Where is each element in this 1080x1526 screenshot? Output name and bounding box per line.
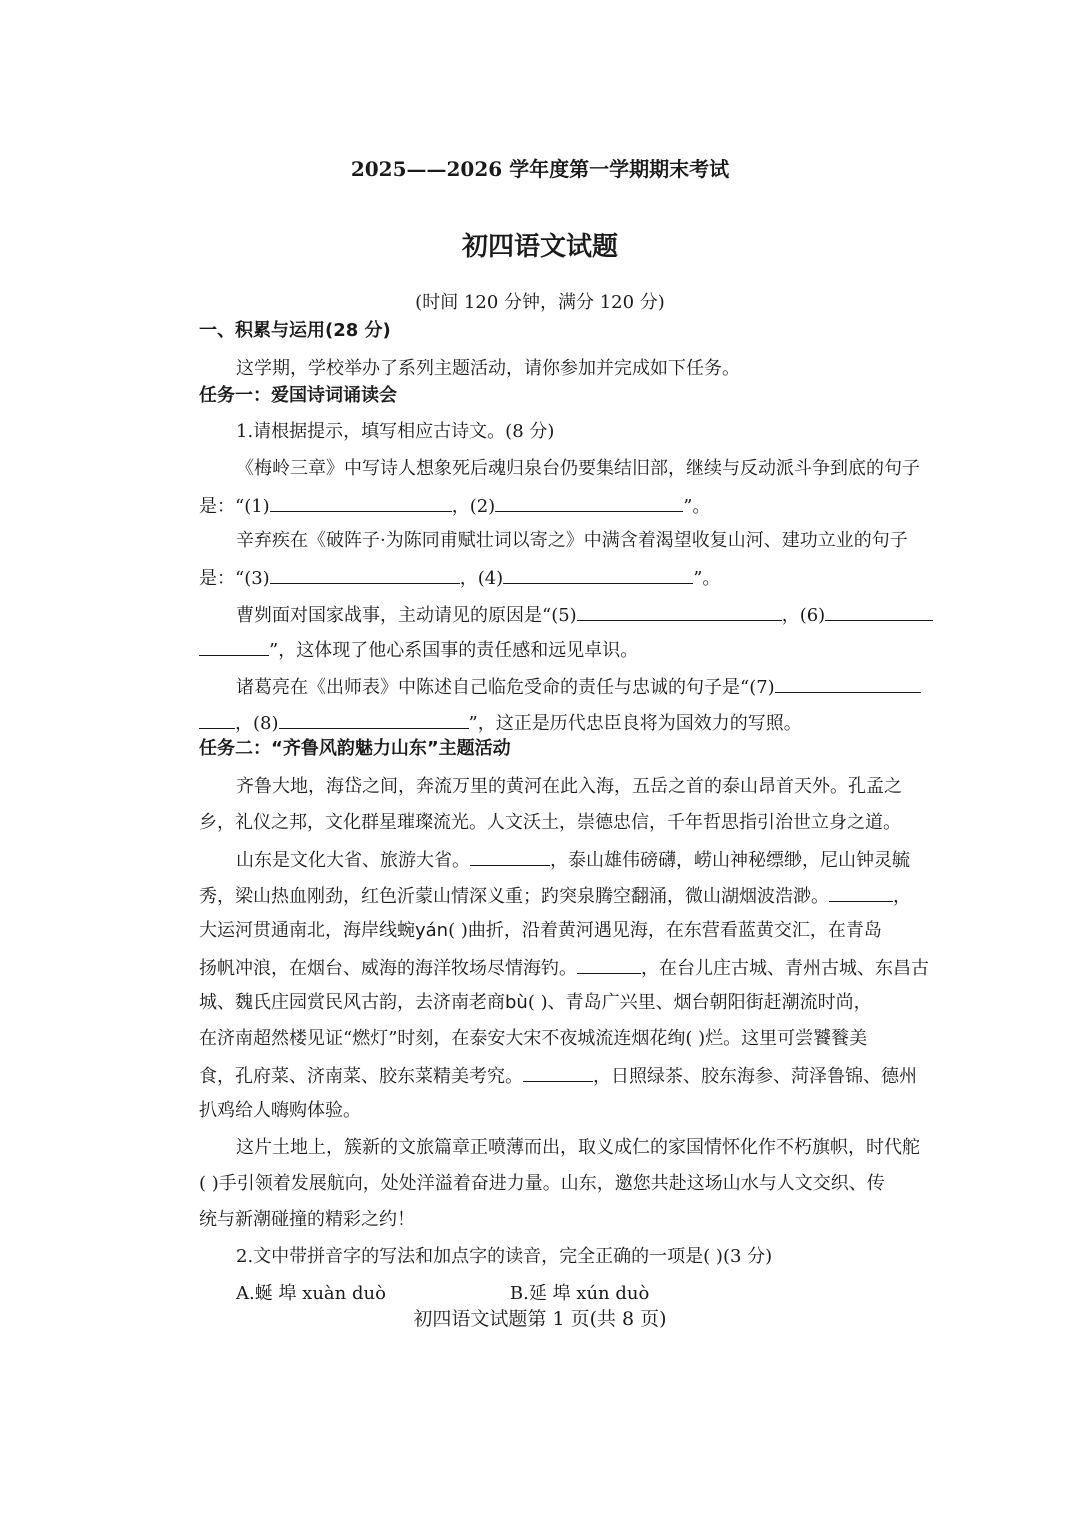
answer-blank-8[interactable] [279,711,469,729]
blank-suffix: ”，这正是历代忠臣良将为国效力的写照。 [468,713,802,734]
blank-separator: ，(2) [451,496,496,517]
passage-blank-4[interactable] [523,1064,593,1082]
task1-text: 辛弃疾在《破阵子·为陈同甫赋壮词以寄之》中满含着渴望收复山河、建功立业的句子 [236,530,908,551]
answer-blank-2[interactable] [495,494,683,512]
passage-text: ( )曲折，沿着黄河遇见海，在东营看蓝黄交汇，在青岛 [448,920,882,941]
passage-line [199,992,872,1014]
section-intro: 这学期，学校举办了系列主题活动，请你参加并完成如下任务。 [236,358,740,379]
passage-line [199,956,929,980]
exam-timing: (时间 120 分钟，满分 120 分) [415,292,665,313]
options-row [236,1283,649,1305]
passage-text: 山东是文化大省、旅游大省。 [236,850,470,871]
blank-prefix: 是：“(3) [199,568,270,589]
passage-text: 食，孔府菜、济南菜、胶东菜精美考究。 [199,1066,523,1087]
blank-prefix: 是：“(1) [199,496,270,517]
passage-line: 在济南超然楼见证“燃灯”时刻，在泰安大宋不夜城流连烟花绚( )烂。这里可尝饕餮美 [199,1028,868,1049]
passage-line: 乡，礼仪之邦，文化群星璀璨流光。人文沃土，崇德忠信，千年哲思指引治世立身之道。 [199,812,901,833]
task1-blank-line [199,638,638,662]
task1-blank-line [199,494,710,518]
task1-blank-line [236,603,933,627]
blank-separator: ，(8) [235,713,279,734]
blank-suffix: ”，这体现了他心系国事的责任感和远见卓识。 [269,640,639,661]
passage-blank-2[interactable] [829,884,893,902]
option-a[interactable]: A.蜒 埠 xuàn duò [236,1283,386,1304]
passage-line: 扒鸡给人嗨购体验。 [199,1100,361,1121]
passage-line: 齐鲁大地，海岱之间，奔流万里的黄河在此入海，五岳之首的泰山昂首天外。孔孟之 [236,776,902,797]
passage-text: ( )、青岛广兴里、烟台朝阳街赶潮流时尚， [527,992,872,1013]
passage-text: ，日照绿茶、胶东海参、菏泽鲁锦、德州 [593,1066,917,1087]
task1-heading: 任务一：爱国诗词诵读会 [199,385,397,406]
passage-line: 这片土地上，簇新的文旅篇章正喷薄而出，取义成仁的家国情怀化作不朽旗帜，时代舵 [236,1137,920,1158]
blank-separator: ，(6) [781,605,826,626]
passage-text: 扬帆冲浪，在烟台、威海的海洋牧场尽情海钓。 [199,958,577,979]
answer-blank-6-cont[interactable] [199,638,269,656]
pinyin-label: bù [505,992,528,1013]
blank-prefix: 曹刿面对国家战事，主动请见的原因是“(5) [236,605,577,626]
paper-title: 初四语文试题 [461,232,618,262]
passage-line [236,848,910,872]
section-heading-accumulation: 一、积累与运用(28 分) [199,320,391,341]
task1-blank-line [236,675,921,699]
task1-text: 《梅岭三章》中写诗人想象死后魂归泉台仍要集结旧部，继续与反动派斗争到底的句子 [236,458,920,479]
passage-line [199,920,882,942]
passage-text: 大运河贯通南北，海岸线蜿 [199,920,415,941]
option-b[interactable]: B.延 埠 xún duò [509,1283,650,1304]
answer-blank-5[interactable] [577,603,782,621]
passage-text: ， [893,886,911,907]
passage-text: 秀，梁山热血刚劲，红色沂蒙山情深义重；趵突泉腾空翻涌，微山湖烟波浩渺。 [199,886,829,907]
blank-prefix: 诸葛亮在《出师表》中陈述自己临危受命的责任与忠诚的句子是“(7) [236,677,775,698]
passage-text: ，泰山雄伟磅礴，崂山神秘缥缈，尼山钟灵毓 [550,850,910,871]
answer-blank-7[interactable] [775,675,921,693]
passage-line: ( )手引领着发展航向，处处洋溢着奋进力量。山东，邀您共赴这场山水与人文交织、传 [199,1173,885,1194]
pinyin-label: yán [415,920,449,941]
task2-heading: 任务二：“齐鲁风韵魅力山东”主题活动 [199,738,511,759]
passage-line: 统与新潮碰撞的精彩之约！ [199,1209,415,1230]
answer-blank-6[interactable] [825,603,933,621]
passage-line [199,1064,917,1088]
passage-blank-1[interactable] [470,848,550,866]
exam-title: 2025——2026 学年度第一学期期末考试 [350,157,730,181]
answer-blank-4[interactable] [503,566,693,584]
passage-blank-3[interactable] [577,956,641,974]
passage-text: 城、魏氏庄园赏民风古韵，去济南老商 [199,992,505,1013]
blank-suffix: ”。 [693,568,721,589]
question-2: 2.文中带拼音字的写法和加点字的读音，完全正确的一项是( )(3 分) [236,1246,773,1267]
page-footer: 初四语文试题第 1 页(共 8 页) [413,1308,667,1330]
passage-line [199,884,911,908]
blank-separator: ，(4) [459,568,504,589]
blank-suffix: ”。 [683,496,711,517]
question-1: 1.请根据提示，填写相应古诗文。(8 分) [236,421,555,442]
passage-text: ，在台儿庄古城、青州古城、东昌古 [641,958,929,979]
task1-blank-line [199,711,802,735]
answer-blank-7-cont[interactable] [199,711,235,729]
task1-blank-line [199,566,720,590]
answer-blank-1[interactable] [270,494,452,512]
answer-blank-3[interactable] [270,566,460,584]
